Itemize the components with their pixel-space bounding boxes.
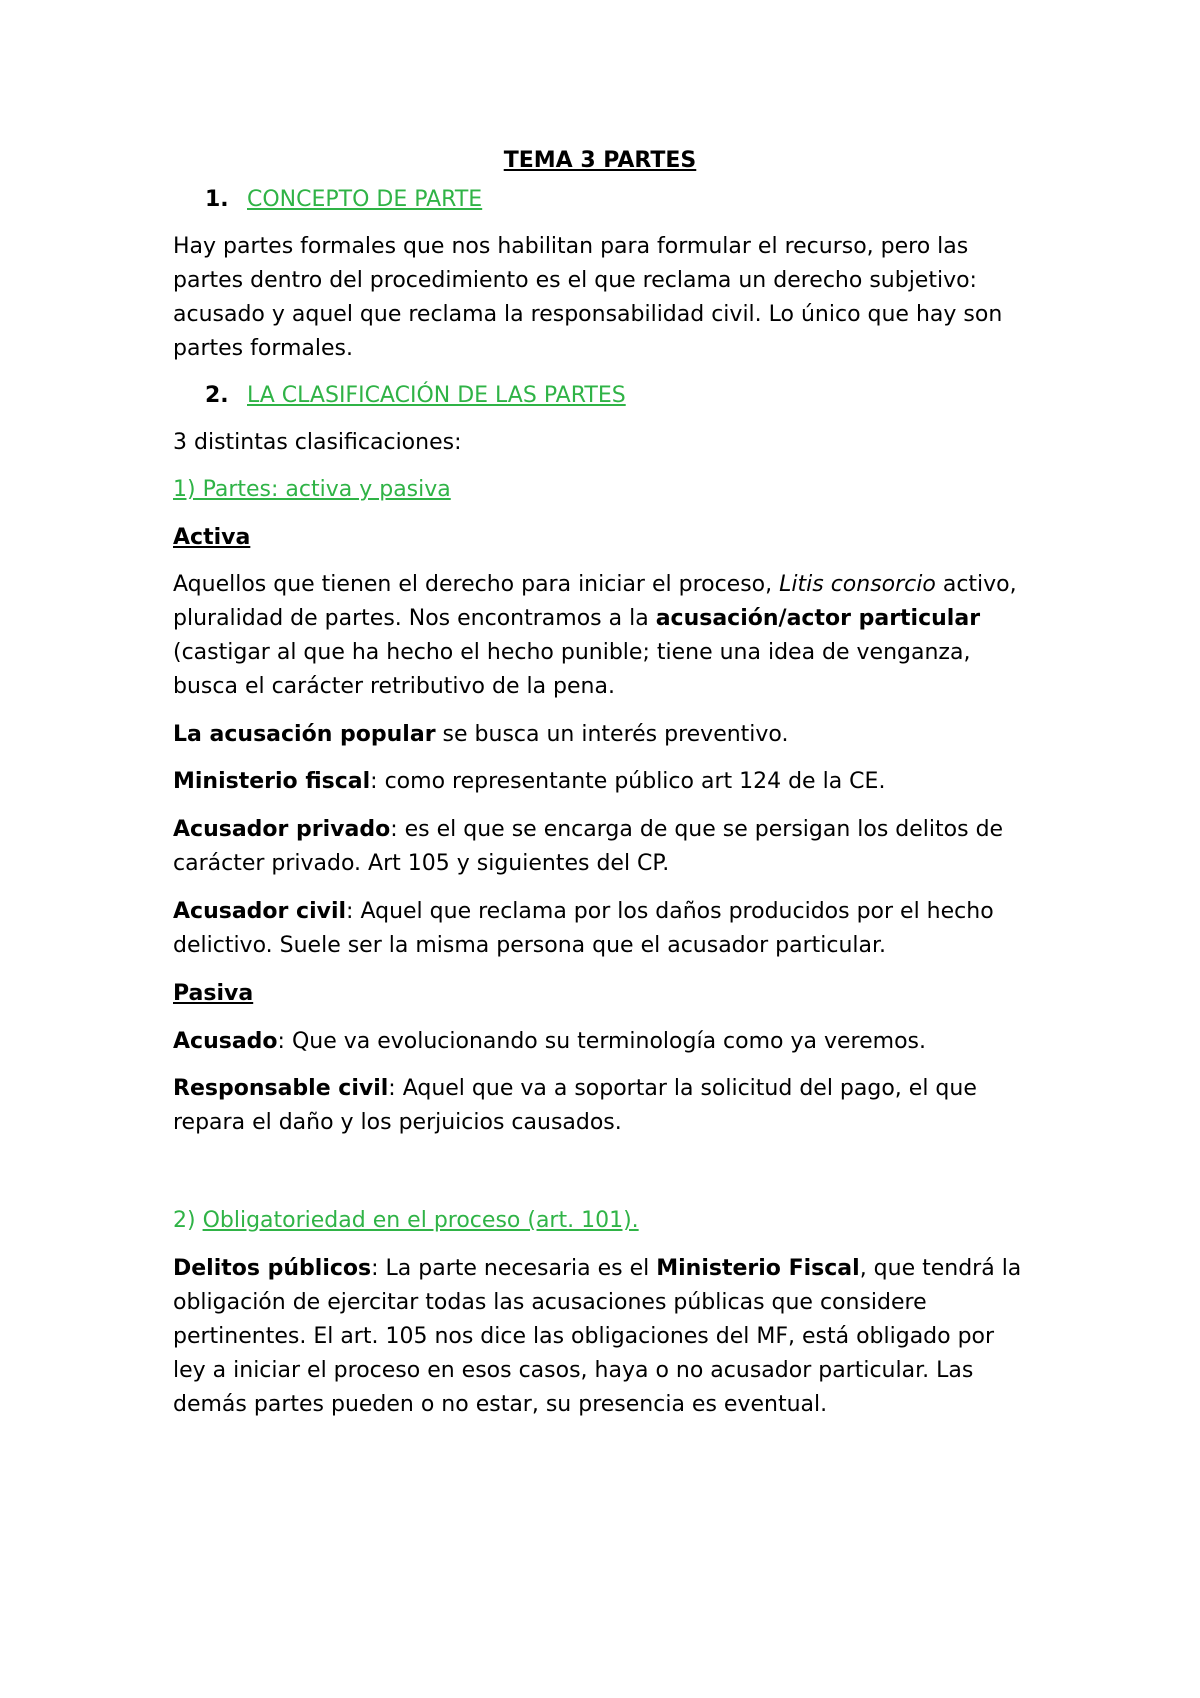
bold-term: Ministerio Fiscal bbox=[656, 1256, 860, 1281]
bold-term: acusación/actor particular bbox=[655, 606, 981, 631]
subsection-number: 2) bbox=[173, 1208, 203, 1233]
text: Aquellos que tienen el derecho para iniciar el proceso, bbox=[173, 572, 780, 597]
section-number: 1. bbox=[205, 187, 229, 212]
subsection-1-heading: 1) Partes: activa y pasiva bbox=[173, 477, 451, 502]
paragraph-line bbox=[173, 567, 1017, 603]
paragraph-line: partes formales. bbox=[173, 336, 353, 361]
ministerio-fiscal-line bbox=[173, 764, 885, 800]
text: activo, bbox=[935, 572, 1017, 597]
classification-intro: 3 distintas clasificaciones: bbox=[173, 430, 462, 455]
section-title: CONCEPTO DE PARTE bbox=[247, 187, 483, 212]
bold-term: Acusador privado bbox=[173, 817, 391, 842]
bold-term: Delitos públicos bbox=[173, 1256, 372, 1281]
subsection-title: Obligatoriedad en el proceso (art. 101). bbox=[202, 1208, 639, 1233]
paragraph-line: partes dentro del procedimiento es el que reclama un derecho subjetivo: bbox=[173, 268, 977, 293]
paragraph-line: acusado y aquel que reclama la responsabilidad civil. Lo único que hay son bbox=[173, 302, 1003, 327]
section-2-heading bbox=[205, 378, 626, 414]
text: : es el que se encarga de que se persigan los delitos de bbox=[390, 817, 1004, 842]
paragraph-line: pertinentes. El art. 105 nos dice las obligaciones del MF, está obligado por bbox=[173, 1324, 995, 1349]
document-title: TEMA 3 PARTES bbox=[503, 148, 697, 173]
bold-term: Responsable civil bbox=[173, 1076, 389, 1101]
text: , que tendrá la bbox=[859, 1256, 1022, 1281]
responsable-civil-line bbox=[173, 1071, 977, 1107]
acusacion-popular-line bbox=[173, 717, 789, 753]
paragraph-line: demás partes pueden o no estar, su presencia es eventual. bbox=[173, 1392, 828, 1417]
text: : Aquel que va a soportar la solicitud del pago, el que bbox=[388, 1076, 977, 1101]
bold-term: Ministerio fiscal bbox=[173, 769, 371, 794]
section-number: 2. bbox=[205, 383, 229, 408]
section-title: LA CLASIFICACIÓN DE LAS PARTES bbox=[247, 383, 626, 408]
paragraph-line: delictivo. Suele ser la misma persona que el acusador particular. bbox=[173, 933, 887, 958]
acusador-civil-line bbox=[173, 894, 994, 930]
paragraph-line: obligación de ejercitar todas las acusaciones públicas que considere bbox=[173, 1290, 927, 1315]
pasiva-heading: Pasiva bbox=[173, 981, 254, 1006]
paragraph-line: carácter privado. Art 105 y siguientes del CP. bbox=[173, 851, 670, 876]
text: : como representante público art 124 de la CE. bbox=[370, 769, 886, 794]
bold-term: Acusado bbox=[173, 1029, 278, 1054]
paragraph-line bbox=[173, 601, 980, 637]
paragraph-line: Hay partes formales que nos habilitan para formular el recurso, pero las bbox=[173, 234, 969, 259]
text: : Aquel que reclama por los daños producidos por el hecho bbox=[346, 899, 994, 924]
text: : La parte necesaria es el bbox=[371, 1256, 657, 1281]
acusado-line bbox=[173, 1024, 926, 1060]
italic-term: Litis consorcio bbox=[779, 572, 936, 597]
paragraph-line: ley a iniciar el proceso en esos casos, haya o no acusador particular. Las bbox=[173, 1358, 974, 1383]
bold-term: La acusación popular bbox=[173, 722, 436, 747]
text: se busca un interés preventivo. bbox=[435, 722, 789, 747]
delitos-publicos-line bbox=[173, 1251, 1021, 1287]
bold-term: Acusador civil bbox=[173, 899, 347, 924]
acusador-privado-line bbox=[173, 812, 1003, 848]
subsection-2-heading bbox=[173, 1203, 639, 1239]
paragraph-line: repara el daño y los perjuicios causados. bbox=[173, 1110, 622, 1135]
text: : Que va evolucionando su terminología como ya veremos. bbox=[277, 1029, 926, 1054]
text: pluralidad de partes. Nos encontramos a la bbox=[173, 606, 656, 631]
activa-heading: Activa bbox=[173, 525, 251, 550]
section-1-heading bbox=[205, 182, 482, 218]
paragraph-line: (castigar al que ha hecho el hecho punible; tiene una idea de venganza, bbox=[173, 640, 971, 665]
paragraph-line: busca el carácter retributivo de la pena. bbox=[173, 674, 615, 699]
